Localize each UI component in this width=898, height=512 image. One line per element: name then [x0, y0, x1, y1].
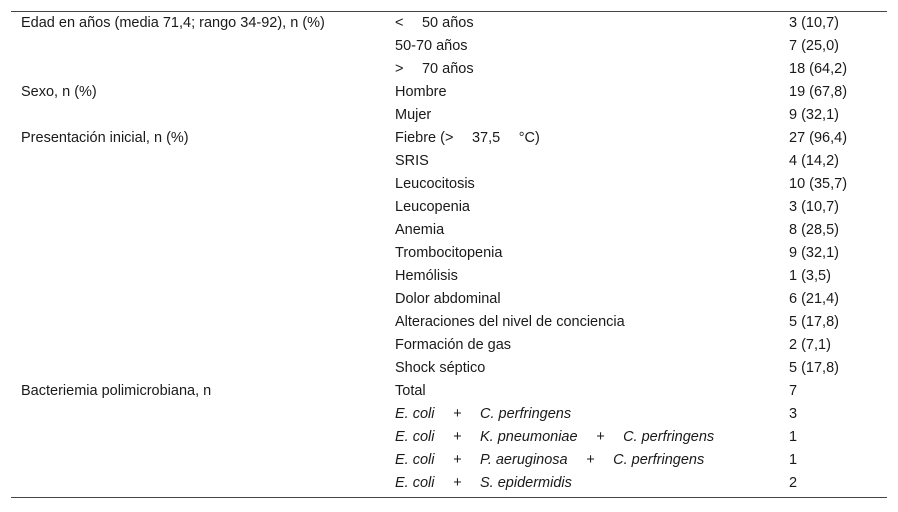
- table-row: [11, 265, 887, 288]
- row-category-label: [11, 334, 386, 357]
- row-item-label: E. coli + C. perfringens: [395, 406, 572, 422]
- row-item-label: E. coli + K. pneumoniae + C. perfringens: [395, 429, 715, 445]
- row-value: 10 (35,7): [789, 176, 848, 192]
- row-value: 9 (32,1): [789, 245, 839, 261]
- row-value: 1 (3,5): [789, 268, 831, 284]
- table-row: [11, 311, 887, 334]
- row-category-label: [11, 196, 386, 219]
- row-item-label: Formación de gas: [395, 337, 512, 353]
- row-value: 4 (14,2): [789, 153, 839, 169]
- table-row: [11, 403, 887, 426]
- row-category-label: [11, 242, 386, 265]
- row-item-label: E. coli + P. aeruginosa + C. perfringens: [395, 452, 705, 468]
- row-category-label: [11, 426, 386, 449]
- row-category-label: [11, 173, 386, 196]
- row-value: 2: [789, 475, 798, 491]
- row-category-label: [11, 265, 386, 288]
- table-row: [11, 58, 887, 81]
- row-value: 3: [789, 406, 798, 422]
- table-row: [11, 357, 887, 380]
- clinical-data-table: [11, 11, 887, 498]
- row-category-label: [11, 58, 386, 81]
- table-row: [11, 449, 887, 472]
- table-row: [11, 426, 887, 449]
- table-row: [11, 173, 887, 196]
- row-value: 27 (96,4): [789, 130, 848, 146]
- row-item-label: SRIS: [395, 153, 429, 169]
- row-value: 3 (10,7): [789, 199, 839, 215]
- table-row: [11, 334, 887, 357]
- row-item-label: Trombocitopenia: [395, 245, 503, 261]
- table-row: [11, 35, 887, 58]
- row-value: 1: [789, 452, 798, 468]
- row-category-label: Sexo, n (%): [21, 84, 97, 100]
- row-value: 1: [789, 429, 798, 445]
- table-row: [11, 196, 887, 219]
- row-value: 5 (17,8): [789, 314, 839, 330]
- row-item-label: 50-70 años: [395, 38, 468, 54]
- row-category-label: [11, 104, 386, 127]
- row-category-label: [11, 311, 386, 334]
- table-row: [11, 472, 887, 495]
- row-category-label: [11, 288, 386, 311]
- row-value: 2 (7,1): [789, 337, 831, 353]
- row-item-label: Hombre: [395, 84, 447, 100]
- row-category-label: Bacteriemia polimicrobiana, n: [21, 383, 212, 399]
- row-value: 18 (64,2): [789, 61, 848, 77]
- row-item-label: Leucopenia: [395, 199, 470, 215]
- row-value: 19 (67,8): [789, 84, 848, 100]
- row-category-label: [11, 403, 386, 426]
- row-item-label: Dolor abdominal: [395, 291, 501, 307]
- row-category-label: [11, 219, 386, 242]
- row-item-label: Fiebre (> 37,5 °C): [395, 130, 540, 146]
- row-category-label: Presentación inicial, n (%): [21, 130, 189, 146]
- table-row: [11, 288, 887, 311]
- table-row: [11, 127, 887, 150]
- row-value: 3 (10,7): [789, 15, 839, 31]
- row-item-label: Hemólisis: [395, 268, 458, 284]
- row-item-label: Shock séptico: [395, 360, 486, 376]
- row-category-label: [11, 449, 386, 472]
- table: [11, 12, 887, 495]
- row-value: 7 (25,0): [789, 38, 839, 54]
- table-row: [11, 81, 887, 104]
- row-value: 6 (21,4): [789, 291, 839, 307]
- table-row: [11, 219, 887, 242]
- table-row: [11, 242, 887, 265]
- table-row: [11, 150, 887, 173]
- row-category-label: Edad en años (media 71,4; rango 34-92), n (%): [21, 15, 325, 31]
- row-category-label: [11, 357, 386, 380]
- row-category-label: [11, 150, 386, 173]
- row-value: 9 (32,1): [789, 107, 839, 123]
- row-item-label: E. coli + S. epidermidis: [395, 475, 572, 491]
- row-item-label: Mujer: [395, 107, 432, 123]
- row-item-label: > 70 años: [395, 61, 474, 77]
- row-item-label: Alteraciones del nivel de conciencia: [395, 314, 625, 330]
- table-row: [11, 12, 887, 35]
- row-item-label: < 50 años: [395, 15, 474, 31]
- row-value: 8 (28,5): [789, 222, 839, 238]
- table-row: [11, 380, 887, 403]
- row-value: 5 (17,8): [789, 360, 839, 376]
- row-category-label: [11, 472, 386, 495]
- table-row: [11, 104, 887, 127]
- row-item-label: Anemia: [395, 222, 445, 238]
- row-value: 7: [789, 383, 798, 399]
- row-item-label: Leucocitosis: [395, 176, 475, 192]
- table-body: [11, 12, 887, 495]
- row-category-label: [11, 35, 386, 58]
- row-item-label: Total: [395, 383, 426, 399]
